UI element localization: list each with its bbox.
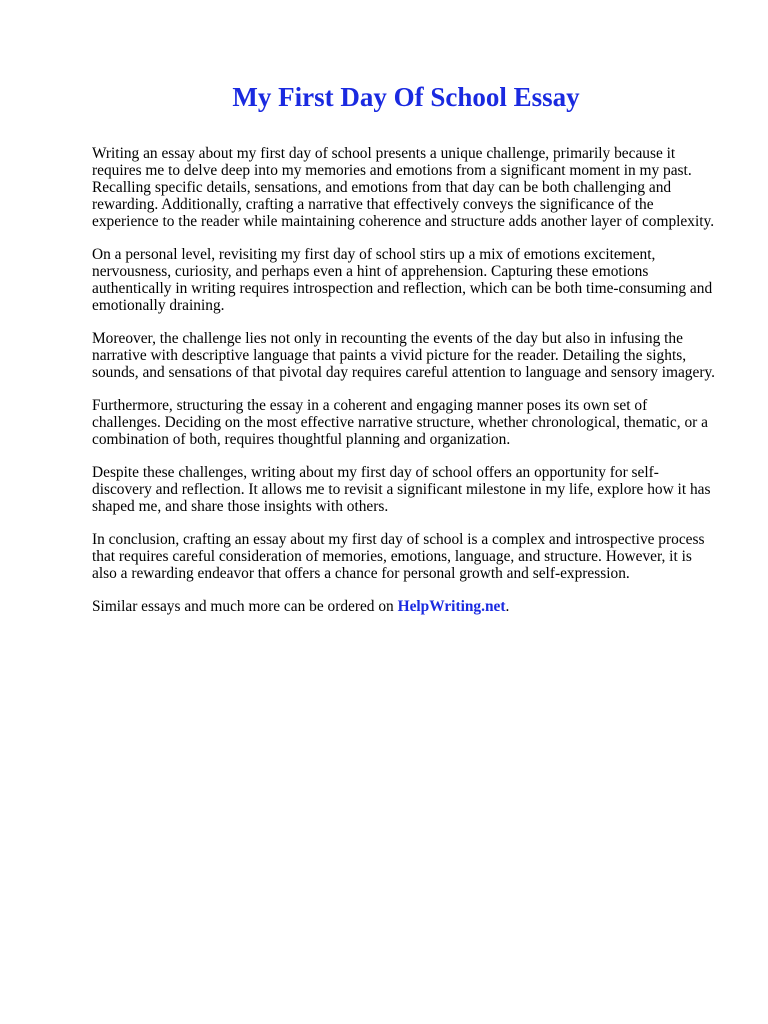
- closing-suffix: .: [505, 598, 510, 615]
- essay-paragraph: [92, 246, 732, 314]
- paragraph-line: requires me to delve deep into my memories and emotions from a significant moment in my past.: [92, 162, 692, 179]
- paragraph-line: Despite these challenges, writing about my first day of school offers an opportunity for self-: [92, 464, 659, 481]
- paragraph-line: In conclusion, crafting an essay about my first day of school is a complex and introspective process: [92, 531, 705, 548]
- paragraph-line: nervousness, curiosity, and perhaps even a hint of apprehension. Capturing these emotions: [92, 263, 649, 280]
- essay-paragraph: [92, 145, 732, 230]
- paragraph-list: [92, 145, 732, 582]
- paragraph-line: sounds, and sensations of that pivotal day requires careful attention to language and sensory imagery.: [92, 364, 716, 381]
- essay-paragraph: [92, 531, 732, 582]
- paragraph-line: On a personal level, revisiting my first day of school stirs up a mix of emotions excitement,: [92, 246, 656, 263]
- paragraph-line: experience to the reader while maintaining coherence and structure adds another layer of complexity.: [92, 213, 715, 230]
- closing-line: [92, 598, 732, 615]
- essay-paragraph: [92, 330, 732, 381]
- essay-body: [92, 145, 732, 615]
- paragraph-line: shaped me, and share those insights with others.: [92, 498, 389, 515]
- paragraph-line: emotionally draining.: [92, 297, 225, 314]
- paragraph-line: Furthermore, structuring the essay in a coherent and engaging manner poses its own set of: [92, 397, 648, 414]
- helpwriting-link[interactable]: HelpWriting.net: [397, 598, 506, 615]
- paragraph-line: narrative with descriptive language that paints a vivid picture for the reader. Detailing the sights,: [92, 347, 687, 364]
- paragraph-line: that requires careful consideration of memories, emotions, language, and structure. However, it is: [92, 548, 692, 565]
- essay-paragraph: [92, 464, 732, 515]
- paragraph-line: also a rewarding endeavor that offers a chance for personal growth and self-expression.: [92, 565, 630, 582]
- paragraph-line: challenges. Deciding on the most effective narrative structure, whether chronological, thematic, or a: [92, 414, 708, 431]
- closing-text: Similar essays and much more can be ordered on: [92, 598, 398, 615]
- paragraph-line: discovery and reflection. It allows me to revisit a significant milestone in my life, explore how it has: [92, 481, 711, 498]
- essay-paragraph: [92, 397, 732, 448]
- paragraph-line: Writing an essay about my first day of school presents a unique challenge, primarily because it: [92, 145, 676, 162]
- page-title: My First Day Of School Essay: [232, 82, 580, 112]
- paragraph-line: rewarding. Additionally, crafting a narrative that effectively conveys the significance of the: [92, 196, 654, 213]
- paragraph-line: Moreover, the challenge lies not only in recounting the events of the day but also in infusing the: [92, 330, 683, 347]
- paragraph-line: combination of both, requires thoughtful planning and organization.: [92, 431, 511, 448]
- paragraph-line: Recalling specific details, sensations, and emotions from that day can be both challenging and: [92, 179, 672, 196]
- paragraph-line: authentically in writing requires introspection and reflection, which can be both time-consuming and: [92, 280, 713, 297]
